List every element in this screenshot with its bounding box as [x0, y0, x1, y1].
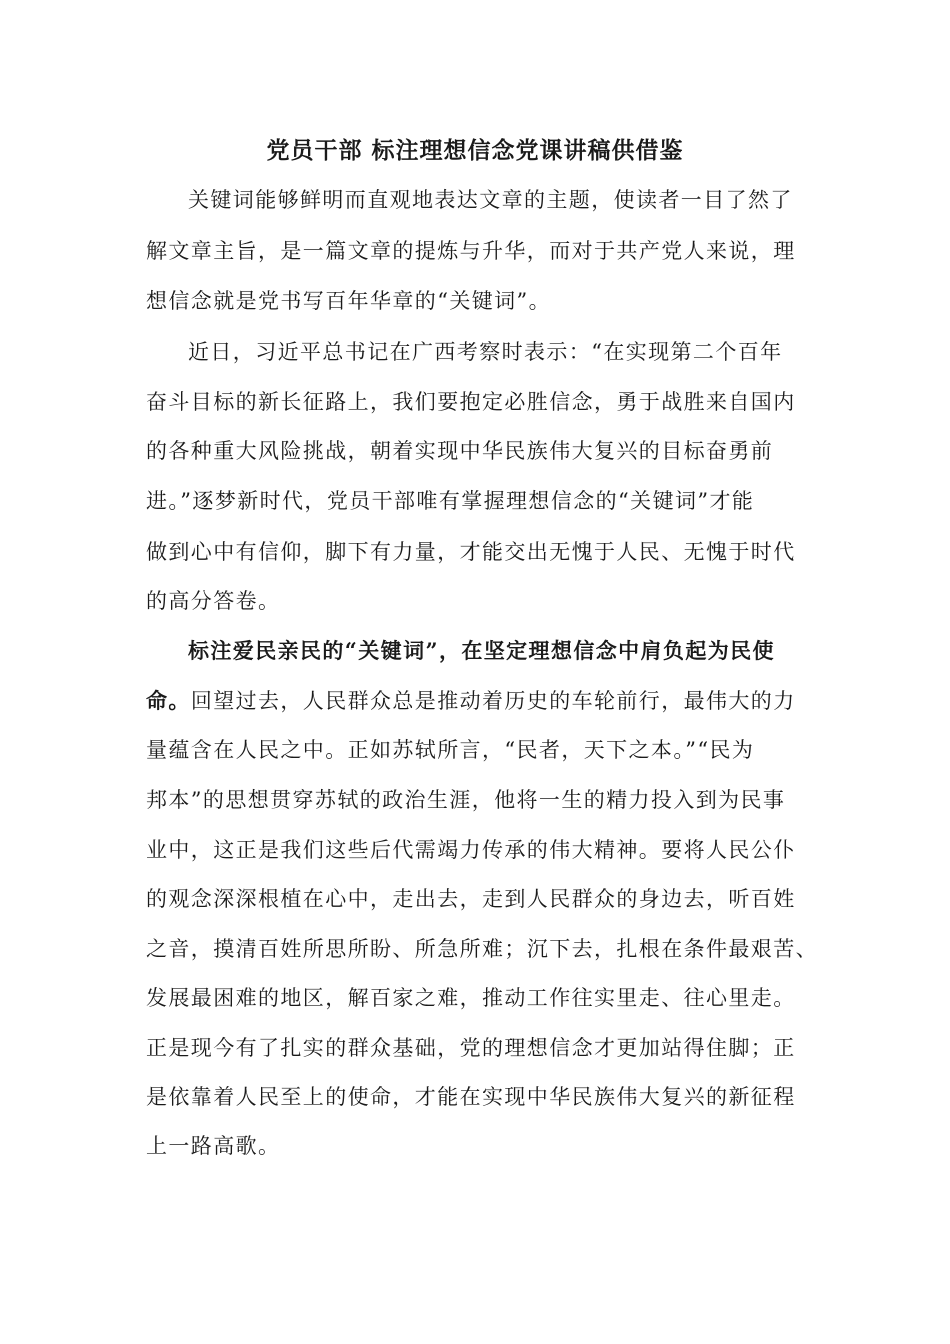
paragraph-3-line-10: 上一路高歌。 [146, 1134, 281, 1158]
paragraph-2-line-4: 进。”逐梦新时代，党员干部唯有掌握理想信念的“关键词”才能 [146, 489, 755, 513]
paragraph-3-line-1 [146, 686, 826, 716]
paragraph-2-line-6: 的高分答卷。 [146, 589, 281, 613]
paragraph-1-line-2: 解文章主旨，是一篇文章的提炼与升华，而对于共产党人来说，理 [146, 239, 796, 263]
paragraph-2-line-1: 近日，习近平总书记在广西考察时表示：“在实现第二个百年 [188, 340, 783, 364]
section-heading-line-2: 命。 [146, 688, 191, 713]
section-heading-line-1: 标注爱民亲民的“关键词”，在坚定理想信念中肩负起为民使 [188, 638, 775, 663]
paragraph-3-line-3: 邦本”的思想贯穿苏轼的政治生涯，他将一生的精力投入到为民事 [146, 788, 786, 812]
paragraph-1-line-3: 想信念就是党书写百年华章的“关键词”。 [146, 289, 552, 313]
paragraph-2-line-5: 做到心中有信仰，脚下有力量，才能交出无愧于人民、无愧于时代 [146, 540, 796, 564]
paragraph-1-line-1: 关键词能够鲜明而直观地表达文章的主题，使读者一目了然了 [188, 188, 793, 212]
paragraph-3-line-1-rest: 回望过去，人民群众总是推动着历史的车轮前行，最伟大的力 [190, 689, 796, 713]
paragraph-3-line-9: 是依靠着人民至上的使命，才能在实现中华民族伟大复兴的新征程 [146, 1085, 796, 1109]
document-title: 党员干部 标注理想信念党课讲稿供借鉴 [266, 137, 684, 164]
paragraph-2-line-3: 的各种重大风险挑战，朝着实现中华民族伟大复兴的目标奋勇前 [146, 439, 774, 463]
paragraph-3-line-5: 的观念深深根植在心中，走出去，走到人民群众的身边去，听百姓 [146, 887, 796, 911]
paragraph-3-line-4: 业中，这正是我们这些后代需竭力传承的伟大精神。要将人民公仆 [146, 838, 796, 862]
paragraph-3-line-2: 量蕴含在人民之中。正如苏轼所言，“民者，天下之本。”“民为 [146, 738, 755, 762]
paragraph-2-line-2: 奋斗目标的新长征路上，我们要抱定必胜信念，勇于战胜来自国内 [146, 390, 796, 414]
paragraph-3-line-8: 正是现今有了扎实的群众基础，党的理想信念才更加站得住脚；正 [146, 1036, 796, 1060]
paragraph-3-line-7: 发展最困难的地区，解百家之难，推动工作往实里走、往心里走。 [146, 986, 796, 1010]
paragraph-3-line-6: 之音，摸清百姓所思所盼、所急所难；沉下去，扎根在条件最艰苦、 [146, 937, 818, 961]
